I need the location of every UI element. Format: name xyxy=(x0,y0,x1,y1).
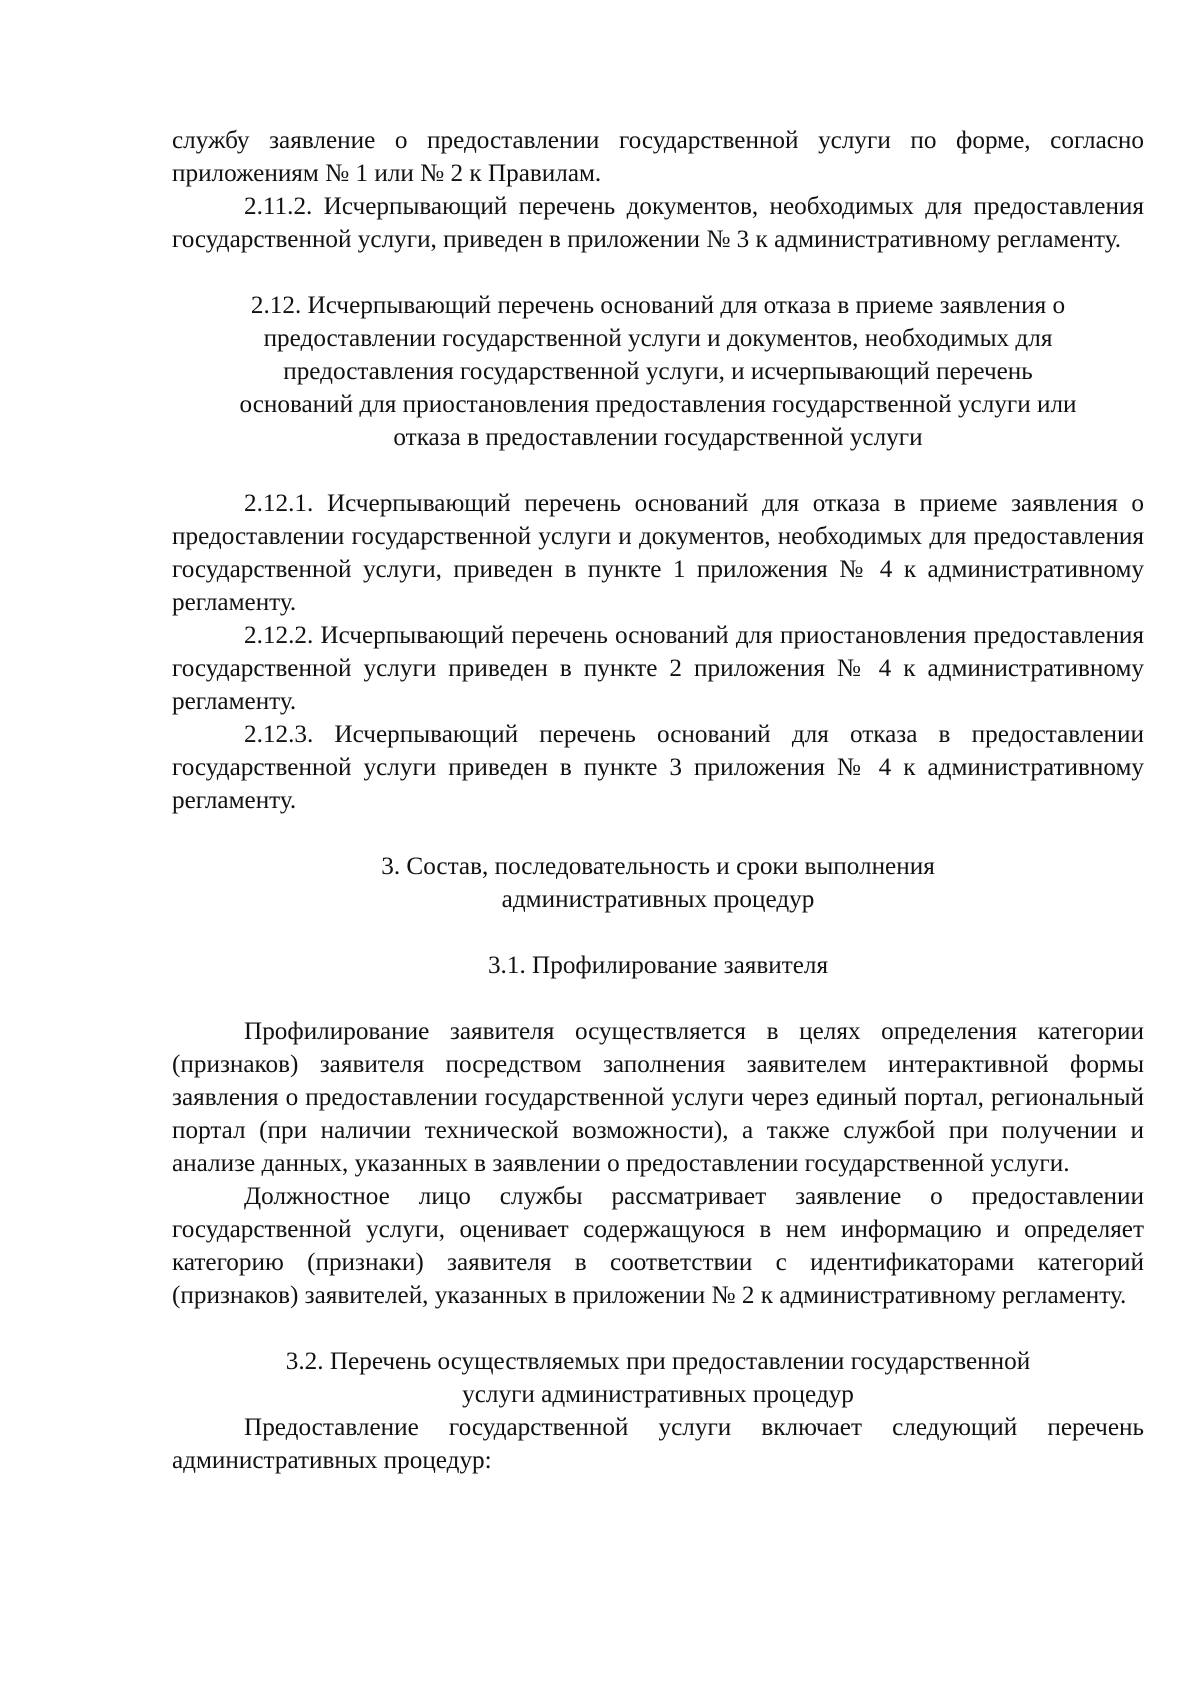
heading-line: 2.12. Исчерпывающий перечень оснований для отказа в приеме заявления о xyxy=(250,292,1066,319)
paragraph-2-12-3: 2.12.3. Исчерпывающий перечень оснований для отказа в предоставлении государственной услуги приведен в пункте 3 приложения № 4 к административному регламенту. xyxy=(172,721,1144,814)
section-heading-3 xyxy=(172,850,1144,916)
heading-line: услуги административных процедур xyxy=(462,1381,854,1408)
heading-line: 3. Состав, последовательность и сроки выполнения xyxy=(381,853,935,880)
paragraph-3-1-a: Профилирование заявителя осуществляется в целях определения категории (признаков) заявителя посредством заполнения заявителем интерактивной формы заявления о предоставлении государственной услуги через единый портал, региональный портал (при наличии технической возможности), а также службой при получении и анализе данных, указанных в заявлении о предоставлении государственной услуги. xyxy=(172,1018,1144,1177)
paragraph-3-2: Предоставление государственной услуги включает следующий перечень административных процедур: xyxy=(172,1414,1144,1474)
section-heading-2-12 xyxy=(172,289,1144,454)
paragraph-3-1-b: Должностное лицо службы рассматривает заявление о предоставлении государственной услуги, оценивает содержащуюся в нем информацию и определяет категорию (признаки) заявителя в соответствии с идентификаторами категорий (признаков) заявителей, указанных в приложении № 2 к административному регламенту. xyxy=(172,1183,1144,1309)
paragraph-2-12-1: 2.12.1. Исчерпывающий перечень оснований для отказа в приеме заявления о предоставлении государственной услуги и документов, необходимых для предоставления государственной услуги, приведен в пункте 1 приложения № 4 к административному регламенту. xyxy=(172,490,1144,616)
document-page xyxy=(172,124,1144,1477)
section-heading-3-1: 3.1. Профилирование заявителя xyxy=(487,952,829,979)
heading-line: предоставления государственной услуги, и исчерпывающий перечень xyxy=(283,358,1033,385)
heading-line: административных процедур xyxy=(501,886,815,913)
heading-line: предоставлении государственной услуги и документов, необходимых для xyxy=(263,325,1053,352)
paragraph-2-11-2: 2.11.2. Исчерпывающий перечень документов, необходимых для предоставления государственной услуги, приведен в приложении № 3 к административному регламенту. xyxy=(172,193,1144,253)
paragraph-continuation: службу заявление о предоставлении государственной услуги по форме, согласно приложениям № 1 или № 2 к Правилам. xyxy=(172,127,1144,187)
heading-line: оснований для приостановления предоставления государственной услуги или xyxy=(239,391,1077,418)
paragraph-2-12-2: 2.12.2. Исчерпывающий перечень оснований для приостановления предоставления государственной услуги приведен в пункте 2 приложения № 4 к административному регламенту. xyxy=(172,622,1144,715)
section-heading-3-2 xyxy=(172,1345,1144,1411)
heading-line: 3.2. Перечень осуществляемых при предоставлении государственной xyxy=(285,1348,1031,1375)
heading-line: отказа в предоставлении государственной услуги xyxy=(393,424,923,451)
